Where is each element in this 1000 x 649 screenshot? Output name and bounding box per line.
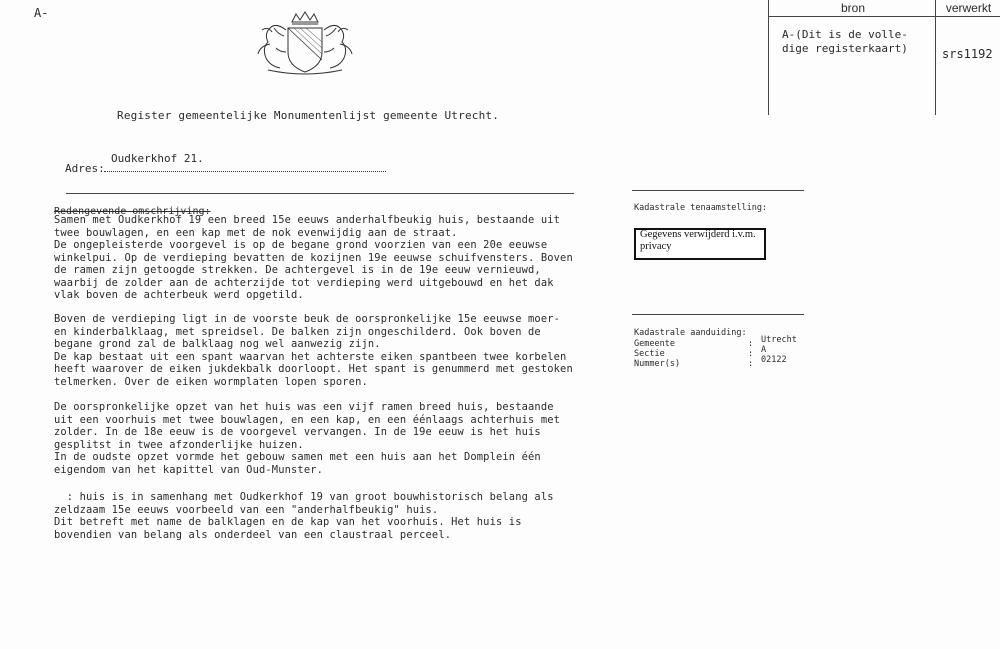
description-paragraph: Boven de verdieping ligt in de voorste beuk de oorspronkelijke 15e eeuwse moer- en kinderbalklaag, met spreidsel. De balken zijn ongeschilderd. Ook boven de begane grond zal de balklaag nog wel aanwezig zijn. De kap bestaat uit een spant waarvan het achterste eiken spantbeen twee korbelen heeft waarover de eiken jukdekbalk doorloopt. Het spant is genummerd met gestoken telmerken. Over de eiken wormplaten lopen sporen. [54,313,573,388]
cadastre-row-value: Utrecht [761,335,797,345]
table-border-left [768,0,769,115]
cadastre-row-value: A [761,345,767,355]
table-border-middle [935,0,936,115]
cadastre-row-key: Nummer(s) [634,359,681,369]
cadastral-designation-label: Kadastrale aanduiding: [634,328,747,338]
cadastre-row-colon: : [748,359,754,369]
cadastre-row-key: Gemeente [634,339,675,349]
section-divider [66,193,574,194]
verwerkt-text: srs1192 [942,47,993,61]
city-coat-of-arms-icon [250,8,360,78]
description-label: Redengevende omschrijving: [54,206,211,217]
cadastre-divider-bottom [632,314,804,315]
description-paragraph: De oorspronkelijke opzet van het huis was een vijf ramen breed huis, bestaande uit een voorhuis met twee bouwlagen, en een kap, en een éénlaags achterhuis met zolder. In de 18e eeuw is de voorgevel vervangen. In de 19e eeuw is het huis gesplitst in twee afzonderlijke huizen. In de oudste opzet vormde het gebouw samen met een huis aan het Domplein één eigendom van het kapittel van Oud-Munster. [54,401,561,476]
address-label: Adres: [65,162,105,175]
description-paragraph: : huis is in samenhang met Oudkerkhof 19 van groot bouwhistorisch belang als zeldzaam 15e eeuws voorbeeld van een "anderhalfbeukig" huis. Dit betreft met name de balklagen en de kap van het voorhuis. Het huis is bovendien van belang als onderdeel van een claustraal perceel. [54,491,554,541]
privacy-notice: Gegevens verwijderd i.v.m. privacy [640,229,756,252]
bron-text: A-(Dit is de volle- dige registerkaart) [782,28,908,55]
cadastre-row-colon: : [748,339,754,349]
cadastre-row-colon: : [748,349,754,359]
table-header-rule [768,16,1000,17]
address-dotted-line [104,163,386,172]
register-title: Register gemeentelijke Monumentenlijst gemeente Utrecht. [117,109,500,122]
corner-label: A- [34,6,49,20]
address-value: Oudkerkhof 21. [111,152,204,165]
description-paragraph: Samen met Oudkerkhof 19 een breed 15e eeuws anderhalfbeukig huis, bestaande uit twee bouwlagen, en een kap met de nok evenwijdig aan de straat. De ongepleisterde voorgevel is op de begane grond voorzien van een 20e eeuwse winkelpui. Op de verdieping bevatten de kozijnen 19e eeuwse schuifvensters. Boven de ramen zijn getoogde strekken. De achtergevel is in de 19e eeuw vernieuwd, waarbij de zolder aan de achterzijde tot verdieping werd uitgebouwd en het dak vlak boven de achterbeuk werd opgetild. [54,214,573,301]
verwerkt-header: verwerkt [945,1,992,15]
cadastre-row-key: Sectie [634,349,665,359]
cadastre-row-value: 02122 [761,355,787,365]
cadastre-divider-top [632,190,804,191]
cadastral-owner-label: Kadastrale tenaamstelling: [634,203,768,213]
bron-header: bron [840,1,866,15]
